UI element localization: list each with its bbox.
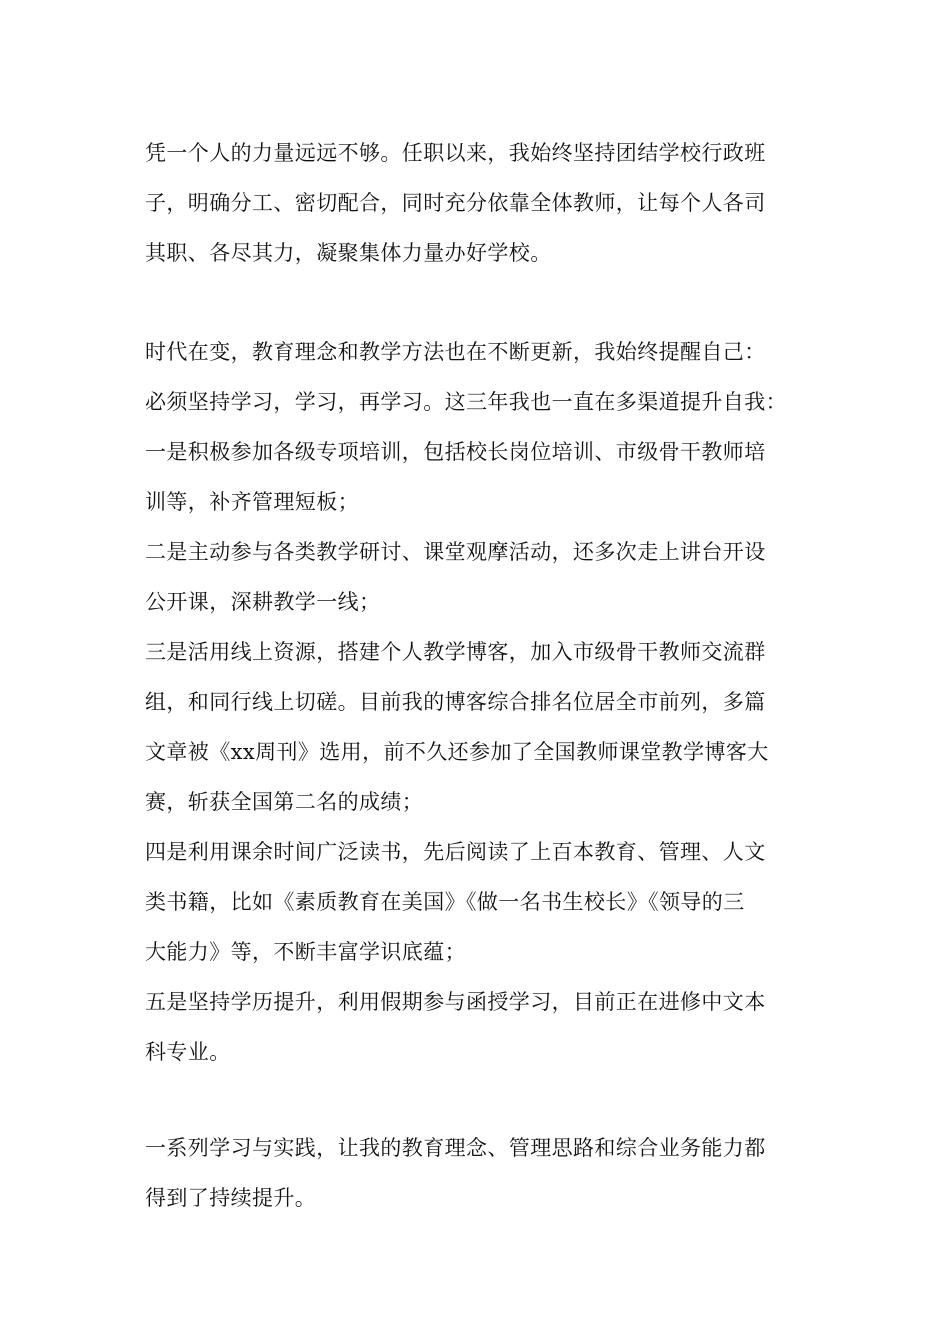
text-line: 凭一个人的力量远远不够。任职以来，我始终坚持团结学校行政班 [145, 141, 766, 165]
text-line: 时代在变，教育理念和教学方法也在不断更新，我始终提醒自己： [145, 340, 766, 364]
text-line: 其职、各尽其力，凝聚集体力量办好学校。 [145, 241, 552, 265]
text-line: 得到了持续提升。 [145, 1186, 317, 1210]
text-line: 科专业。 [145, 1040, 231, 1064]
text-line: 一是积极参加各级专项培训，包括校长岗位培训、市级骨干教师培 [145, 440, 766, 464]
text-line: 文章被《xx周刊》选用，前不久还参加了全国教师课堂教学博客大 [145, 740, 769, 764]
text-line: 一系列学习与实践，让我的教育理念、管理思路和综合业务能力都 [145, 1136, 766, 1160]
text-line: 类书籍，比如《素质教育在美国》《做一名书生校长》《领导的三 [145, 890, 745, 914]
text-line: 三是活用线上资源，搭建个人教学博客，加入市级骨干教师交流群 [145, 640, 766, 664]
paragraph-team-unity [145, 128, 810, 278]
text-line: 五是坚持学历提升，利用假期参与函授学习，目前正在进修中文本 [145, 990, 766, 1014]
text-line: 组，和同行线上切磋。目前我的博客综合排名位居全市前列，多篇 [145, 690, 766, 714]
paragraph-continuous-learning [145, 327, 810, 1077]
text-line: 赛，斩获全国第二名的成绩； [145, 790, 424, 814]
text-line: 大能力》等，不断丰富学识底蕴； [145, 940, 466, 964]
text-line: 二是主动参与各类教学研讨、课堂观摩活动，还多次走上讲台开设 [145, 540, 766, 564]
text-line: 四是利用课余时间广泛读书，先后阅读了上百本教育、管理、人文 [145, 840, 766, 864]
text-line: 子，明确分工、密切配合，同时充分依靠全体教师，让每个人各司 [145, 191, 766, 215]
text-line: 必须坚持学习，学习，再学习。这三年我也一直在多渠道提升自我： [145, 390, 787, 414]
paragraph-conclusion [145, 1123, 810, 1223]
text-line: 训等，补齐管理短板； [145, 490, 359, 514]
text-line: 公开课，深耕教学一线； [145, 590, 381, 614]
